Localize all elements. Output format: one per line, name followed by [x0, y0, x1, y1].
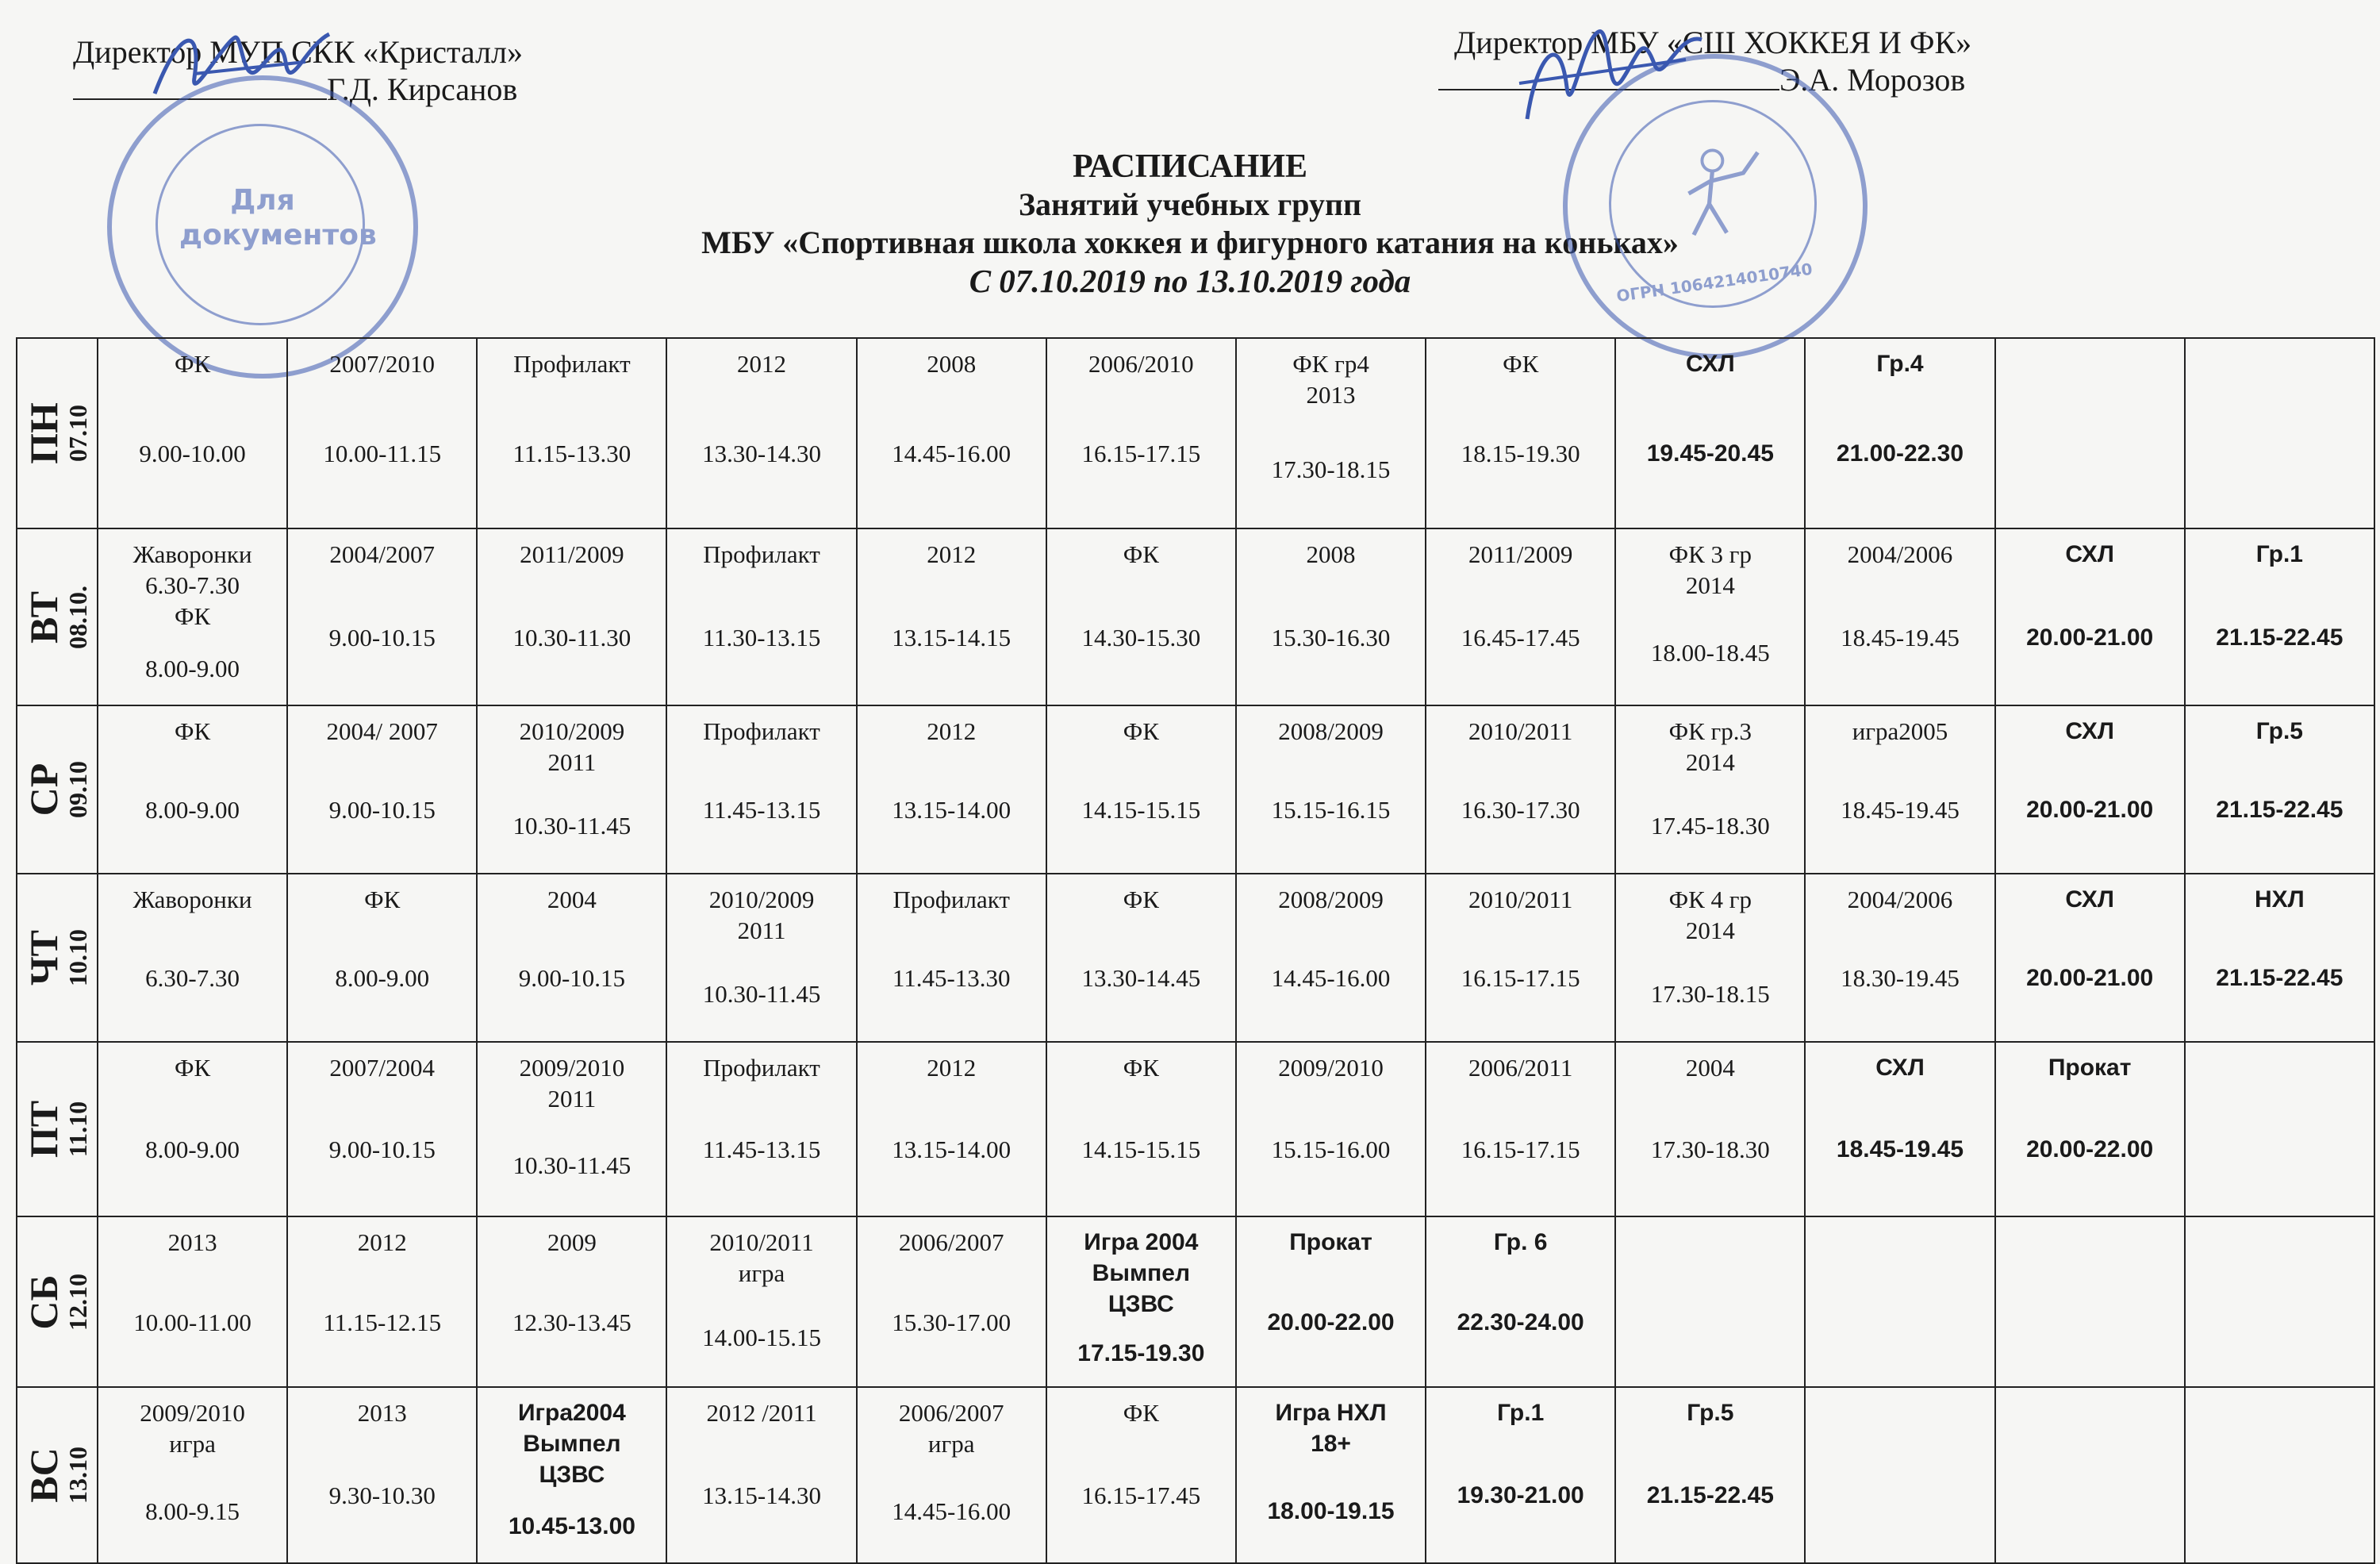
time-range: 14.15-15.15	[1081, 1136, 1201, 1163]
schedule-cell	[98, 874, 287, 1042]
group-name: 2011/2009	[520, 540, 624, 568]
time-range: 16.15-17.15	[1081, 440, 1201, 467]
day-date: 10.10	[63, 929, 92, 986]
group-name: Жаворонки 6.30-7.30 ФК	[132, 540, 252, 630]
schedule-cell	[98, 528, 287, 705]
time-range: 8.00-9.00	[145, 654, 240, 682]
schedule-cell	[1046, 528, 1236, 705]
day-label	[23, 929, 91, 986]
schedule-cell	[1995, 338, 2185, 528]
group-name: 2013	[167, 1228, 217, 1256]
time-range: 9.00-10.15	[518, 964, 626, 992]
signature-right-icon	[1511, 16, 1718, 135]
group-name: ФК	[1123, 886, 1159, 913]
schedule-cell	[477, 1216, 666, 1387]
group-name: Гр.5	[1687, 1400, 1734, 1426]
time-range: 9.00-10.15	[328, 1136, 436, 1163]
group-name: СХЛ	[2065, 541, 2114, 567]
time-range: 21.15-22.45	[2216, 797, 2344, 823]
group-name: ФК	[364, 886, 401, 913]
group-name: Игра 2004 Вымпел ЦЗВС	[1084, 1229, 1199, 1317]
time-range: 18.15-19.30	[1461, 440, 1580, 467]
time-range: 11.15-13.30	[512, 440, 631, 467]
schedule-cell	[1995, 1042, 2185, 1216]
day-name: ПН	[21, 402, 66, 464]
day-cell	[17, 338, 98, 528]
time-range: 20.00-21.00	[2026, 797, 2154, 823]
time-range: 15.15-16.00	[1271, 1136, 1391, 1163]
time-range: 13.30-14.30	[702, 440, 821, 467]
group-name: 2004	[547, 886, 597, 913]
approver-position-left: Директор МУП СКК «Кристалл»	[73, 34, 523, 70]
day-name: СБ	[21, 1274, 66, 1330]
schedule-cell	[287, 1042, 477, 1216]
schedule-cell	[287, 528, 477, 705]
schedule-cell	[1805, 1216, 1994, 1387]
day-label	[23, 1101, 91, 1158]
time-range: 16.15-17.15	[1461, 964, 1580, 992]
schedule-cell	[1426, 338, 1615, 528]
schedule-cell	[1615, 338, 1805, 528]
group-name: ФК	[174, 1054, 211, 1082]
day-label	[23, 1447, 91, 1504]
day-date: 11.10	[63, 1101, 92, 1158]
time-range: 20.00-22.00	[1267, 1308, 1395, 1335]
time-range: 21.15-22.45	[1646, 1482, 1774, 1508]
time-range: 14.30-15.30	[1081, 623, 1201, 651]
schedule-cell	[98, 338, 287, 528]
group-name: 2010/2009 2011	[708, 886, 815, 944]
time-range: 10.30-11.45	[702, 979, 821, 1008]
time-range: 6.30-7.30	[145, 964, 240, 992]
stamp-left-text: Для документов	[179, 184, 377, 252]
time-range: 22.30-24.00	[1457, 1308, 1584, 1335]
group-name: Игра НХЛ 18+	[1275, 1400, 1387, 1457]
schedule-cell	[287, 874, 477, 1042]
group-name: 2011/2009	[1468, 540, 1573, 568]
time-range: 18.45-19.45	[1841, 796, 1960, 824]
time-range: 11.30-13.15	[702, 623, 821, 651]
group-name: 2009/2010 2011	[519, 1054, 625, 1112]
time-range: 17.30-18.30	[1650, 1136, 1770, 1163]
time-range: 14.45-16.00	[892, 440, 1012, 467]
schedule-cell	[1236, 338, 1426, 528]
schedule-cell	[1426, 874, 1615, 1042]
schedule-cell	[2185, 528, 2374, 705]
time-range: 10.45-13.00	[508, 1513, 635, 1539]
group-name: ФК	[174, 350, 211, 378]
schedule-cell	[1995, 528, 2185, 705]
group-name: ФК гр4 2013	[1292, 350, 1369, 409]
schedule-cell	[666, 1216, 856, 1387]
day-cell	[17, 1387, 98, 1563]
schedule-cell	[287, 1387, 477, 1563]
group-name: ФК	[1503, 350, 1539, 378]
time-range: 20.00-21.00	[2026, 965, 2154, 991]
approver-position-right: Директор МБУ «СШ ХОККЕЯ И ФК»	[1454, 25, 1972, 60]
schedule-cell	[1615, 874, 1805, 1042]
time-range: 17.30-18.15	[1650, 979, 1770, 1008]
time-range: 16.45-17.45	[1461, 623, 1580, 651]
schedule-cell	[1805, 705, 1994, 874]
schedule-cell	[857, 338, 1046, 528]
group-name: ФК 4 гр 2014	[1668, 886, 1752, 944]
hockey-player-icon	[1663, 134, 1766, 253]
group-name: 2012	[927, 1054, 977, 1082]
stamp-left-icon	[107, 75, 418, 379]
day-name: ЧТ	[21, 929, 66, 986]
time-range: 9.00-10.15	[328, 623, 436, 651]
time-range: 19.45-20.45	[1646, 440, 1774, 467]
day-date: 08.10.	[63, 585, 92, 649]
group-name: 2006/2007	[898, 1228, 1004, 1256]
time-range: 16.15-17.45	[1081, 1481, 1201, 1509]
group-name: ФК	[1123, 1399, 1159, 1427]
group-name: 2008	[927, 350, 977, 378]
schedule-cell	[1046, 1042, 1236, 1216]
group-name: 2004/2006	[1847, 886, 1953, 913]
group-name: 2008	[1306, 540, 1356, 568]
group-name: Профилакт	[703, 540, 820, 568]
time-range: 8.00-9.00	[335, 964, 430, 992]
schedule-cell	[98, 1216, 287, 1387]
schedule-cell	[1236, 528, 1426, 705]
time-range: 17.15-19.30	[1077, 1339, 1205, 1366]
time-range: 13.15-14.30	[702, 1481, 821, 1509]
group-name: 2006/2007 игра	[898, 1399, 1004, 1458]
schedule-cell	[1805, 338, 1994, 528]
schedule-cell	[2185, 1387, 2374, 1563]
schedule-cell	[477, 338, 666, 528]
group-name: ФК гр.3 2014	[1668, 717, 1752, 776]
schedule-cell	[1615, 705, 1805, 874]
time-range: 20.00-22.00	[2026, 1136, 2154, 1162]
time-range: 10.00-11.00	[133, 1308, 251, 1336]
time-range: 15.15-16.15	[1271, 796, 1391, 824]
time-range: 17.30-18.15	[1271, 455, 1391, 483]
group-name: Профилакт	[703, 717, 820, 745]
group-name: 2010/2009 2011	[519, 717, 625, 776]
schedule-cell	[857, 1387, 1046, 1563]
schedule-cell	[1236, 1216, 1426, 1387]
time-range: 13.15-14.00	[892, 1136, 1012, 1163]
group-name: Прокат	[2048, 1055, 2132, 1081]
approver-name-right: Э.А. Морозов	[1779, 62, 1966, 98]
schedule-cell	[98, 1042, 287, 1216]
group-name: Гр.5	[2255, 718, 2303, 744]
time-range: 10.30-11.45	[512, 1151, 631, 1179]
time-range: 18.45-19.45	[1841, 623, 1960, 651]
day-date: 13.10	[63, 1447, 92, 1504]
schedule-cell	[1615, 1216, 1805, 1387]
group-name: 2012	[737, 350, 787, 378]
group-name: 2008/2009	[1278, 886, 1384, 913]
schedule-cell	[1236, 705, 1426, 874]
title-organization: МБУ «Спортивная школа хоккея и фигурного катания на коньках»	[701, 225, 1679, 260]
schedule-cell	[2185, 338, 2374, 528]
group-name: 2004/ 2007	[326, 717, 438, 745]
time-range: 13.30-14.45	[1081, 964, 1201, 992]
schedule-cell	[666, 338, 856, 528]
group-name: ФК 3 гр 2014	[1668, 540, 1752, 599]
schedule-cell	[1236, 1387, 1426, 1563]
schedule-cell	[1805, 1042, 1994, 1216]
schedule-cell	[666, 1042, 856, 1216]
time-range: 18.00-19.15	[1267, 1497, 1395, 1524]
schedule-row-1	[17, 528, 2374, 705]
title-subheading: Занятий учебных групп	[1018, 186, 1362, 222]
group-name: НХЛ	[2254, 886, 2305, 913]
approver-name-left: Г.Д. Кирсанов	[327, 71, 518, 107]
schedule-row-6	[17, 1387, 2374, 1563]
schedule-table	[16, 337, 2375, 1564]
time-range: 8.00-9.15	[145, 1497, 240, 1525]
day-name: ПТ	[21, 1100, 66, 1159]
time-range: 16.30-17.30	[1461, 796, 1580, 824]
schedule-cell	[1236, 1042, 1426, 1216]
schedule-cell	[2185, 705, 2374, 874]
group-name: 2010/2011	[1468, 717, 1573, 745]
group-name: Жаворонки	[132, 886, 252, 913]
schedule-cell	[857, 1216, 1046, 1387]
group-name: Игра2004 Вымпел ЦЗВС	[517, 1400, 626, 1488]
time-range: 14.45-16.00	[892, 1497, 1012, 1525]
schedule-cell	[1046, 705, 1236, 874]
schedule-cell	[1995, 705, 2185, 874]
time-range: 11.45-13.15	[702, 1136, 821, 1163]
schedule-cell	[2185, 874, 2374, 1042]
group-name: Профилакт	[513, 350, 631, 378]
schedule-cell	[1805, 1387, 1994, 1563]
day-cell	[17, 528, 98, 705]
time-range: 8.00-9.00	[145, 796, 240, 824]
schedule-cell	[477, 874, 666, 1042]
group-name: 2010/2011 игра	[709, 1228, 814, 1287]
schedule-cell	[287, 1216, 477, 1387]
group-name: 2006/2011	[1468, 1054, 1573, 1082]
schedule-cell	[98, 1387, 287, 1563]
schedule-cell	[857, 1042, 1046, 1216]
schedule-cell	[1615, 528, 1805, 705]
schedule-cell	[1805, 528, 1994, 705]
time-range: 12.30-13.45	[512, 1308, 631, 1336]
schedule-cell	[477, 528, 666, 705]
time-range: 15.30-17.00	[892, 1308, 1012, 1336]
schedule-cell	[666, 874, 856, 1042]
group-name: Профилакт	[703, 1054, 820, 1082]
day-name: ВС	[21, 1447, 66, 1503]
day-name: СР	[21, 763, 66, 817]
time-range: 13.15-14.00	[892, 796, 1012, 824]
day-date: 12.10	[63, 1273, 92, 1331]
schedule-cell	[1046, 874, 1236, 1042]
group-name: 2010/2011	[1468, 886, 1573, 913]
group-name: Профилакт	[892, 886, 1010, 913]
time-range: 21.00-22.30	[1836, 440, 1964, 467]
time-range: 15.30-16.30	[1271, 623, 1391, 651]
time-range: 8.00-9.00	[145, 1136, 240, 1163]
schedule-cell	[1615, 1042, 1805, 1216]
schedule-cell	[857, 528, 1046, 705]
schedule-cell	[1236, 874, 1426, 1042]
day-cell	[17, 1216, 98, 1387]
group-name: Гр.4	[1876, 351, 1924, 377]
schedule-cell	[1995, 1387, 2185, 1563]
group-name: игра2005	[1852, 717, 1948, 745]
schedule-row-3	[17, 874, 2374, 1042]
group-name: Гр.1	[1497, 1400, 1545, 1426]
schedule-cell	[1995, 874, 2185, 1042]
group-name: СХЛ	[1875, 1055, 1925, 1081]
time-range: 9.00-10.15	[328, 796, 436, 824]
day-label	[23, 1274, 91, 1331]
time-range: 10.30-11.45	[512, 811, 631, 840]
group-name: 2007/2004	[329, 1054, 436, 1082]
title-heading: РАСПИСАНИЕ	[1072, 148, 1308, 185]
time-range: 19.30-21.00	[1457, 1482, 1584, 1508]
schedule-cell	[1046, 1387, 1236, 1563]
title-period: С 07.10.2019 по 13.10.2019 года	[969, 263, 1411, 299]
time-range: 17.45-18.30	[1650, 811, 1770, 840]
group-name: СХЛ	[2065, 718, 2114, 744]
group-name: 2012	[927, 717, 977, 745]
schedule-cell	[1426, 1042, 1615, 1216]
time-range: 9.30-10.30	[328, 1481, 436, 1509]
group-name: 2012	[357, 1228, 407, 1256]
group-name: Прокат	[1289, 1229, 1372, 1255]
time-range: 21.15-22.45	[2216, 965, 2344, 991]
schedule-cell	[1615, 1387, 1805, 1563]
time-range: 18.00-18.45	[1650, 639, 1770, 667]
group-name: 2009/2010 игра	[140, 1399, 245, 1458]
schedule-cell	[1995, 1216, 2185, 1387]
day-cell	[17, 874, 98, 1042]
group-name: ФК	[1123, 540, 1159, 568]
group-name: 2009/2010	[1278, 1054, 1384, 1082]
schedule-cell	[477, 705, 666, 874]
schedule-row-5	[17, 1216, 2374, 1387]
group-name: 2007/2010	[329, 350, 436, 378]
schedule-cell	[2185, 1216, 2374, 1387]
schedule-cell	[477, 1387, 666, 1563]
group-name: 2008/2009	[1278, 717, 1384, 745]
time-range: 10.00-11.15	[323, 440, 442, 467]
time-range: 20.00-21.00	[2026, 624, 2154, 651]
day-name: ВТ	[21, 590, 66, 644]
group-name: Гр.1	[2255, 541, 2303, 567]
schedule-cell	[857, 874, 1046, 1042]
time-range: 18.45-19.45	[1836, 1136, 1964, 1162]
schedule-cell	[1426, 705, 1615, 874]
schedule-row-4	[17, 1042, 2374, 1216]
time-range: 11.45-13.30	[892, 964, 1011, 992]
group-name: ФК	[174, 717, 211, 745]
time-range: 21.15-22.45	[2216, 624, 2344, 651]
schedule-cell	[857, 705, 1046, 874]
schedule-row-0	[17, 338, 2374, 528]
time-range: 13.15-14.15	[892, 623, 1012, 651]
schedule-cell	[477, 1042, 666, 1216]
schedule-cell	[666, 705, 856, 874]
schedule-cell	[666, 1387, 856, 1563]
day-label	[23, 761, 91, 818]
group-name: СХЛ	[1686, 351, 1735, 377]
time-range: 16.15-17.15	[1461, 1136, 1580, 1163]
stamp-right-text: ОГРН 1064214010740	[1615, 259, 1814, 306]
day-date: 07.10	[63, 405, 92, 463]
time-range: 14.45-16.00	[1271, 964, 1391, 992]
group-name: СХЛ	[2065, 886, 2114, 913]
time-range: 18.30-19.45	[1841, 964, 1960, 992]
schedule-cell	[98, 705, 287, 874]
schedule-cell	[1426, 528, 1615, 705]
group-name: 2004	[1685, 1054, 1735, 1082]
group-name: 2006/2010	[1088, 350, 1194, 378]
group-name: 2009	[547, 1228, 597, 1256]
time-range: 11.45-13.15	[702, 796, 821, 824]
time-range: 14.15-15.15	[1081, 796, 1201, 824]
day-label	[23, 402, 91, 464]
time-range: 11.15-12.15	[323, 1308, 442, 1336]
schedule-row-2	[17, 705, 2374, 874]
group-name: Гр. 6	[1493, 1229, 1548, 1255]
group-name: 2004/2007	[329, 540, 436, 568]
group-name: 2012 /2011	[706, 1399, 817, 1427]
day-cell	[17, 1042, 98, 1216]
group-name: 2012	[927, 540, 977, 568]
schedule-cell	[1805, 874, 1994, 1042]
day-cell	[17, 705, 98, 874]
schedule-cell	[1046, 338, 1236, 528]
day-date: 09.10	[63, 761, 92, 818]
group-name: ФК	[1123, 1054, 1159, 1082]
group-name: 2013	[357, 1399, 407, 1427]
schedule-cell	[1426, 1387, 1615, 1563]
schedule-cell	[287, 338, 477, 528]
schedule-cell	[287, 705, 477, 874]
schedule-cell	[666, 528, 856, 705]
group-name: 2004/2006	[1847, 540, 1953, 568]
day-label	[23, 586, 91, 649]
signature-left-icon	[147, 14, 353, 117]
group-name: ФК	[1123, 717, 1159, 745]
schedule-cell	[1426, 1216, 1615, 1387]
time-range: 9.00-10.00	[139, 440, 246, 467]
time-range: 14.00-15.15	[702, 1324, 821, 1351]
time-range: 10.30-11.30	[512, 623, 631, 651]
schedule-cell	[2185, 1042, 2374, 1216]
schedule-cell	[1046, 1216, 1236, 1387]
